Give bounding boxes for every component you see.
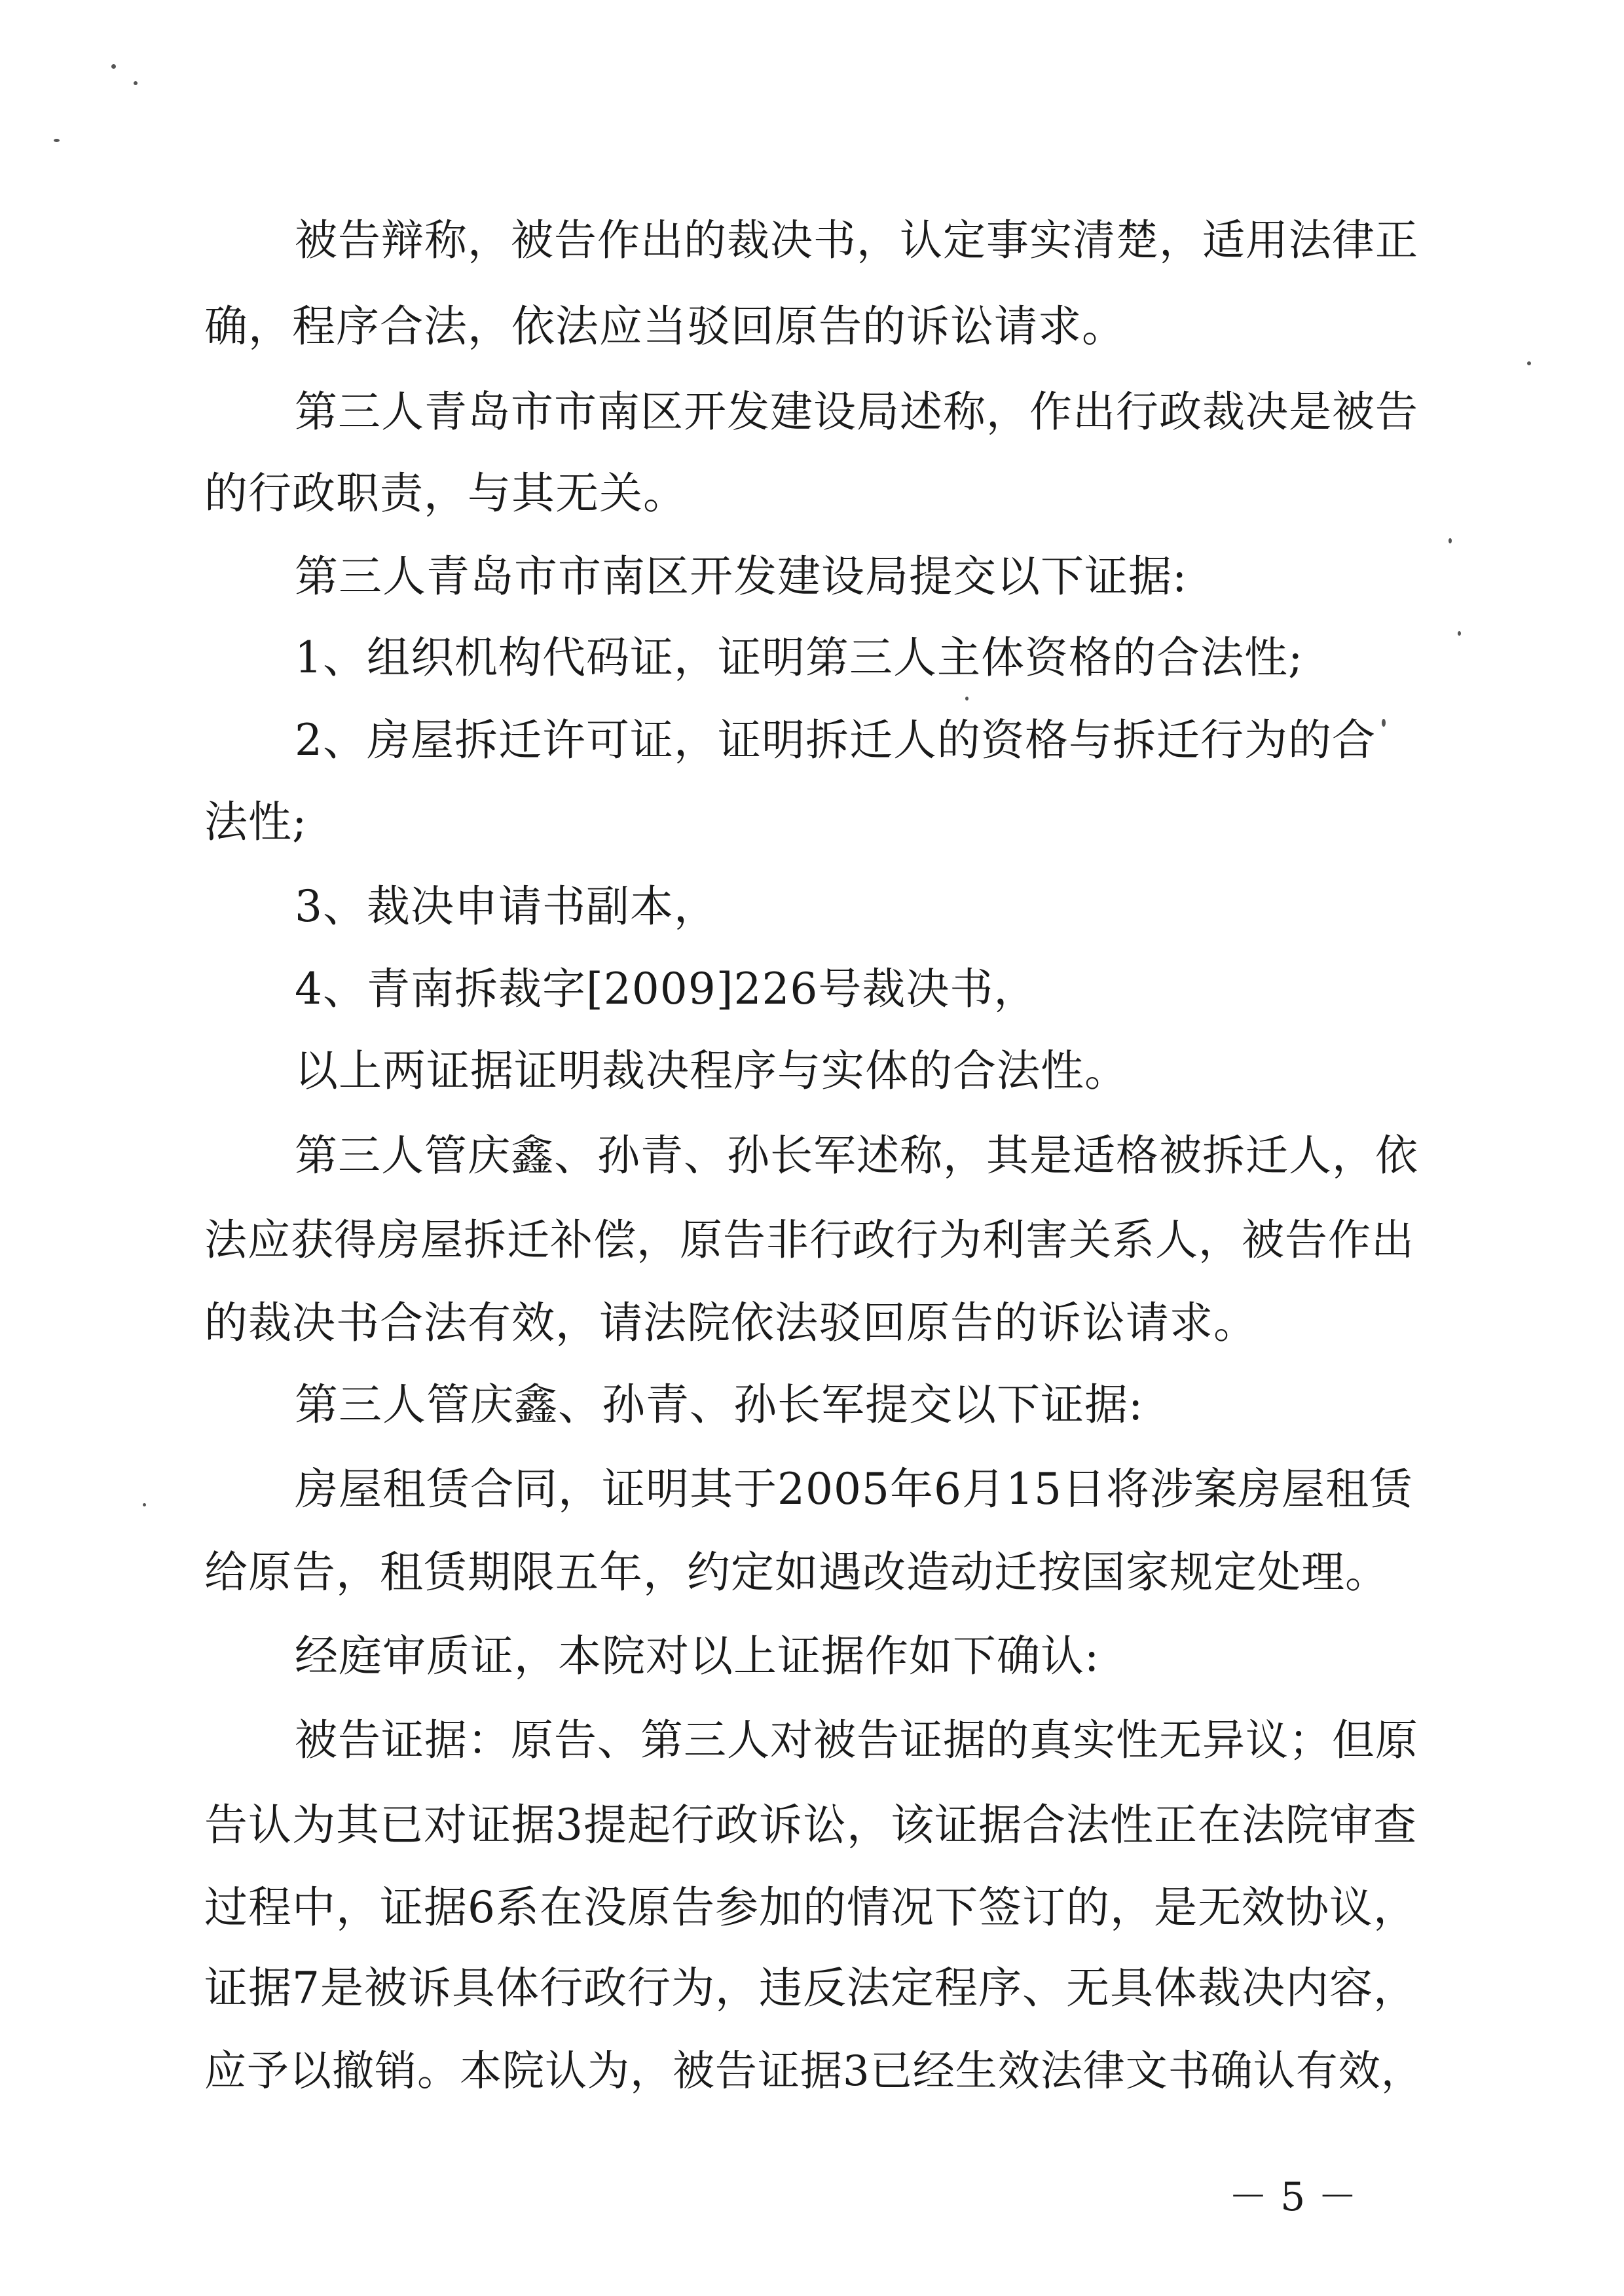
text-line-8: 法性;: [204, 797, 308, 847]
text-line-15: 第三人管庆鑫、孙青、孙长军提交以下证据:: [295, 1379, 1144, 1430]
scan-speck: [111, 64, 116, 69]
text-line-11: 以上两证据证明裁决程序与实体的合法性。: [295, 1046, 1128, 1096]
text-line-17: 给原告，租赁期限五年，约定如遇改造动迁按国家规定处理。: [204, 1547, 1389, 1597]
scan-speck: [1458, 631, 1461, 636]
text-line-14: 的裁决书合法有效，请法院依法驳回原告的诉讼请求。: [204, 1298, 1257, 1348]
text-line-21: 过程中，证据6系在没原告参加的情况下签订的，是无效协议，: [204, 1882, 1417, 1933]
text-line-7: 2、房屋拆迁许可证，证明拆迁人的资格与拆迁行为的合: [295, 715, 1376, 765]
text-line-19: 被告证据：原告、第三人对被告证据的真实性无异议；但原: [295, 1716, 1419, 1765]
scan-speck: [54, 139, 60, 142]
text-line-18: 经庭审质证，本院对以上证据作如下确认:: [295, 1631, 1100, 1681]
text-line-16: 房屋租赁合同，证明其于2005年6月15日将涉案房屋租赁: [295, 1464, 1413, 1514]
text-line-10: 4、青南拆裁字[2009]226号裁决书，: [295, 964, 1038, 1014]
scan-speck: [1449, 538, 1452, 543]
text-line-1: 被告辩称，被告作出的裁决书，认定事实清楚，适用法律正: [295, 216, 1419, 265]
scan-speck: [143, 1503, 146, 1506]
text-line-20: 告认为其已对证据3提起行政诉讼，该证据合法性正在法院审查: [204, 1800, 1417, 1850]
page-number: － 5 －: [1228, 2174, 1357, 2220]
text-line-23: 应予以撤销。本院认为，被告证据3已经生效法律文书确认有效，: [204, 2047, 1424, 2096]
text-line-5: 第三人青岛市市南区开发建设局提交以下证据:: [295, 551, 1188, 602]
scan-speck: [1382, 719, 1386, 727]
scan-speck: [134, 81, 138, 85]
text-line-13: 法应获得房屋拆迁补偿，原告非行政行为利害关系人，被告作出: [204, 1216, 1415, 1265]
text-line-2: 确，程序合法，依法应当驳回原告的诉讼请求。: [204, 301, 1126, 352]
text-line-9: 3、裁决申请书副本，: [295, 881, 718, 932]
scan-speck: [965, 697, 969, 701]
text-line-4: 的行政职责，与其无关。: [204, 468, 687, 519]
text-line-6: 1、组织机构代码证，证明第三人主体资格的合法性;: [295, 632, 1304, 683]
text-line-12: 第三人管庆鑫、孙青、孙长军述称，其是适格被拆迁人，依: [295, 1131, 1419, 1180]
scan-speck: [1527, 361, 1531, 365]
text-line-22: 证据7是被诉具体行政行为，违反法定程序、无具体裁决内容，: [204, 1963, 1417, 2013]
text-line-3: 第三人青岛市市南区开发建设局述称，作出行政裁决是被告: [295, 388, 1419, 437]
